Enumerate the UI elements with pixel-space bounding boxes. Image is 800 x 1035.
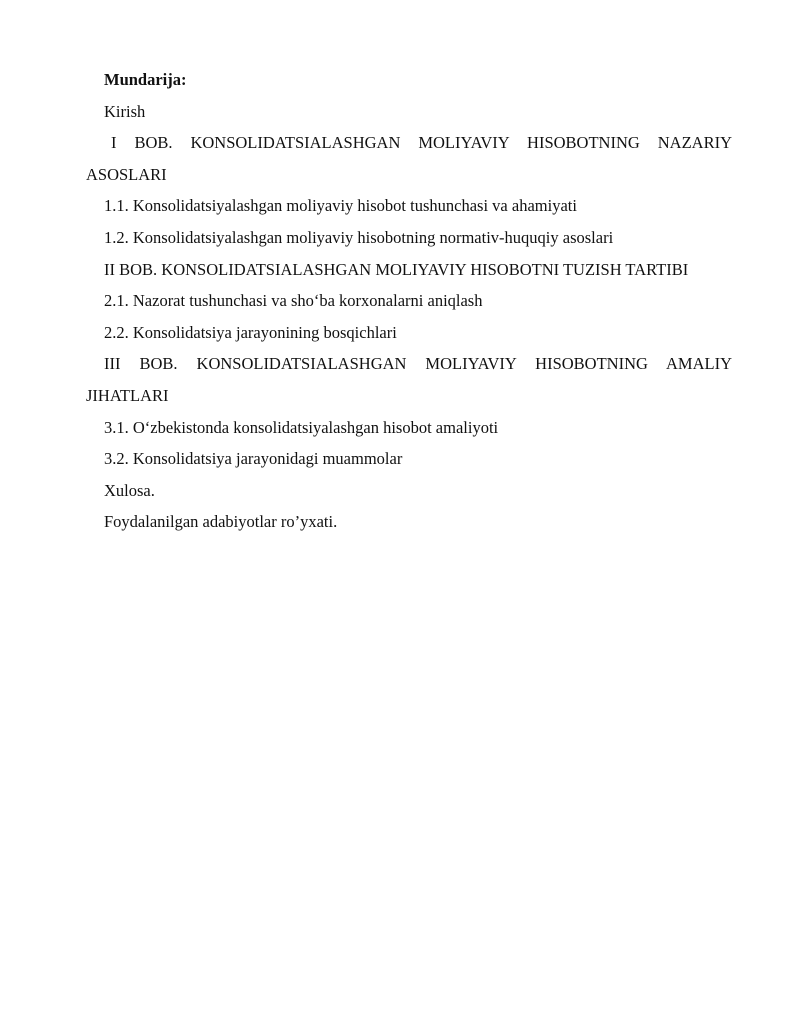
toc-entry-chapter-1: I BOB. KONSOLIDATSIALASHGAN MOLIYAVIY HISOBOTNING NAZARIY ASOSLARI <box>86 133 732 184</box>
toc-heading: Mundarija: <box>104 70 187 89</box>
toc-entry-chapter-3: III BOB. KONSOLIDATSIALASHGAN MOLIYAVIY HISOBOTNING AMALIY JIHATLARI <box>86 354 732 405</box>
table-of-contents <box>86 64 732 538</box>
toc-entry-section-1-2: 1.2. Konsolidatsiyalashgan moliyaviy hisobotning normativ-huquqiy asoslari <box>104 227 614 247</box>
toc-entry-section-2-1: 2.1. Nazorat tushunchasi va sho‘ba korxonalarni aniqlash <box>104 291 483 311</box>
toc-entry-conclusion: Xulosa. <box>104 480 155 500</box>
toc-entry-bibliography: Foydalanilgan adabiyotlar ro’yxati. <box>104 512 338 532</box>
toc-entry-chapter-2: II BOB. KONSOLIDATSIALASHGAN MOLIYAVIY HISOBOTNI TUZISH TARTIBI <box>104 259 689 279</box>
toc-entry-section-3-1: 3.1. O‘zbekistonda konsolidatsiyalashgan hisobot amaliyoti <box>104 417 499 437</box>
toc-entry-section-2-2: 2.2. Konsolidatsiya jarayonining bosqichlari <box>104 322 397 342</box>
toc-entry-introduction: Kirish <box>104 101 146 121</box>
toc-entry-section-3-2: 3.2. Konsolidatsiya jarayonidagi muammolar <box>104 449 403 469</box>
toc-entry-section-1-1: 1.1. Konsolidatsiyalashgan moliyaviy hisobot tushunchasi va ahamiyati <box>104 196 577 216</box>
